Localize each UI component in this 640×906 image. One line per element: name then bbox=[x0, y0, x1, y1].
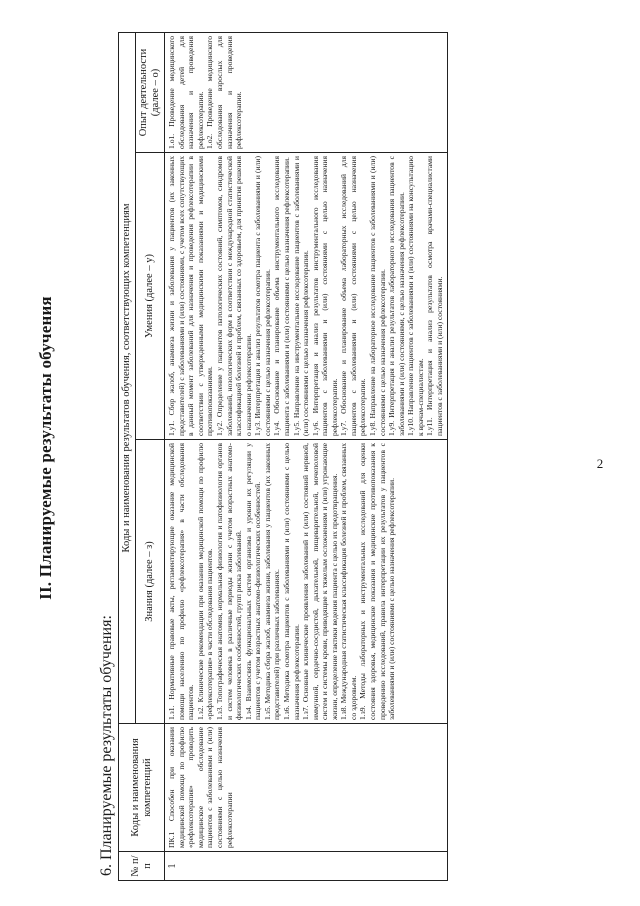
table-row bbox=[165, 32, 447, 880]
experience-item: 1.о1. Проведение медицинского обследования детей для назначения и проведения рефлексотерапии. bbox=[167, 35, 205, 149]
knowledge-item: 1.з1. Нормативные правовые акты, регламентирующие оказание медицинской помощи населению по профилю «рефлексотерапия» в части обследования пациентов. bbox=[167, 443, 196, 720]
skill-item: 1.у4. Обоснование и планирование объема инструментального исследования пациента с заболеваниями и (или) состояниями с целью назначения рефлексотерапии. bbox=[272, 156, 291, 436]
header-knowledge: Знания (далее – з) bbox=[136, 440, 165, 724]
skills-cell bbox=[165, 153, 447, 440]
knowledge-item: 1.з8. Международная статистическая классификация болезней и проблем, связанных со здоровьем. bbox=[339, 443, 358, 720]
skill-item: 1.у9. Интерпретация и анализ результатов лабораторного исследования пациентов с заболеваниями и (или) состояниями, с целью назначения рефлексотерапии. bbox=[387, 156, 406, 436]
learning-outcomes-table bbox=[118, 32, 448, 881]
skill-item: 1.у2. Определение у пациентов патологических состояний, симптомов, синдромов заболеваний, нозологических форм в соответствии с международной статистической классификацией болезней и проблем, связанных со здоровьем, для принятия решения о назначении рефлексотерапии. bbox=[215, 156, 253, 436]
page-number: 2 bbox=[596, 456, 604, 471]
knowledge-item: 1.з5. Методика сбора жалоб, анамнеза жизни, заболевания у пациентов (их законных представителей) при различных заболеваниях. bbox=[262, 443, 282, 720]
competency-cell: ПК.1 Способен при оказании медицинской помощи по профилю «рефлексотерапия» проводить медицинское обследование пациентов с заболеваниями и (или) состояниями с целью назначения рефлексотерапии bbox=[165, 724, 447, 852]
skill-item: 1.у8. Направление на лабораторное исследование пациентов с заболеваниями и (или) состояниями с целью назначения рефлексотерапии. bbox=[368, 156, 387, 436]
knowledge-cell bbox=[165, 440, 447, 724]
knowledge-item: 1.з4. Взаимосвязь функциональных систем организма и уровни их регуляции у пациентов с учетом возрастных анатомо-физиологических особенностей. bbox=[243, 443, 263, 720]
skill-item: 1.у5. Направление на инструментальное исследование пациентов с заболеваниями и (или) состояниями с целью назначения рефлексотерапии. bbox=[291, 156, 311, 436]
header-number: № п/п bbox=[119, 852, 165, 881]
header-experience: Опыт деятельности (далее – о) bbox=[136, 32, 165, 152]
skill-item: 1.у1. Сбор жалоб, анамнеза жизни и заболевания у пациентов (их законных представителей) с заболеваниями и (или) состояниями, с учетом всех сопутствующих в данный момент заболеваний для назначения и проведения рефлексотерапии в соответствии с утвержденными медицинскими показаниями и медицинскими противопоказаниями. bbox=[167, 156, 215, 436]
skill-item: 1.у6. Интерпретация и анализ результатов инструментального исследования пациентов с заболеваниями и (или) состояниями с целью назначения рефлексотерапии. bbox=[310, 156, 339, 436]
row-number: 1 bbox=[165, 852, 447, 881]
header-results-group: Коды и наименования результатов обучения, соответствующих компетенциям bbox=[119, 32, 136, 723]
header-competency: Коды и наименования компетенций bbox=[119, 724, 165, 852]
knowledge-item: 1.з3. Топографическая анатомия, нормальная физиология и патофизиология органов и систем человека в различные периоды жизни с учетом возрастных анатомо-физиологических особенностей, групп риска заболеваний. bbox=[215, 443, 244, 720]
skill-item: 1.у10. Направление пациентов с заболеваниями и (или) состояниями на консультацию к врачам-специалистам. bbox=[406, 156, 425, 436]
experience-cell bbox=[165, 32, 447, 152]
knowledge-item: 1.з6. Методика осмотра пациентов с заболеваниями и (или) состояниями с целью назначения рефлексотерапии. bbox=[281, 443, 301, 720]
subsection-heading: 6. Планируемые результаты обучения: bbox=[98, 615, 115, 876]
experience-item: 1.о2. Проведение медицинского обследования взрослых для назначения и проведения рефлексотерапии. bbox=[205, 35, 244, 149]
knowledge-item: 1.з2. Клинические рекомендации при оказании медицинской помощи по профилю «рефлексотерапия» в части обследования пациентов. bbox=[195, 443, 215, 720]
skill-item: 1.у3. Интерпретация и анализ результатов осмотра пациента с заболеваниями и (или) состояниями с целью назначения рефлексотерапии. bbox=[253, 156, 272, 436]
knowledge-item: 1.з9. Методы лабораторных и инструментальных исследований для оценки состояния здоровья, медицинские показания и медицинские противопоказания к проведению исследований, правила интерпретации их результатов у пациентов с заболеваниями и (или) состояниями с целью назначения рефлексотерапии. bbox=[358, 443, 397, 720]
knowledge-item: 1.з7. Основные клинические проявления заболеваний и (или) состояний нервной, иммунной, сердечно-сосудистой, дыхательной, пищеварительной, мочеполовой систем и системы крови, приводящие к тяжелым осложнениям и (или) угрожающие жизни, определение тактики ведения пациента с целью их предотвращения. bbox=[301, 443, 339, 720]
skill-item: 1.у11. Интерпретация и анализ результатов осмотра врачами-специалистами пациентов с заболеваниями и (или) состояниями. bbox=[425, 156, 444, 436]
section-heading: II. Планируемые результаты обучения bbox=[36, 296, 55, 600]
skill-item: 1.у7. Обоснование и планирование объема лабораторных исследований для пациентов с заболеваниями и (или) состояниями с целью назначения рефлексотерапии. bbox=[339, 156, 368, 436]
header-skills: Умения (далее – у) bbox=[136, 153, 165, 440]
